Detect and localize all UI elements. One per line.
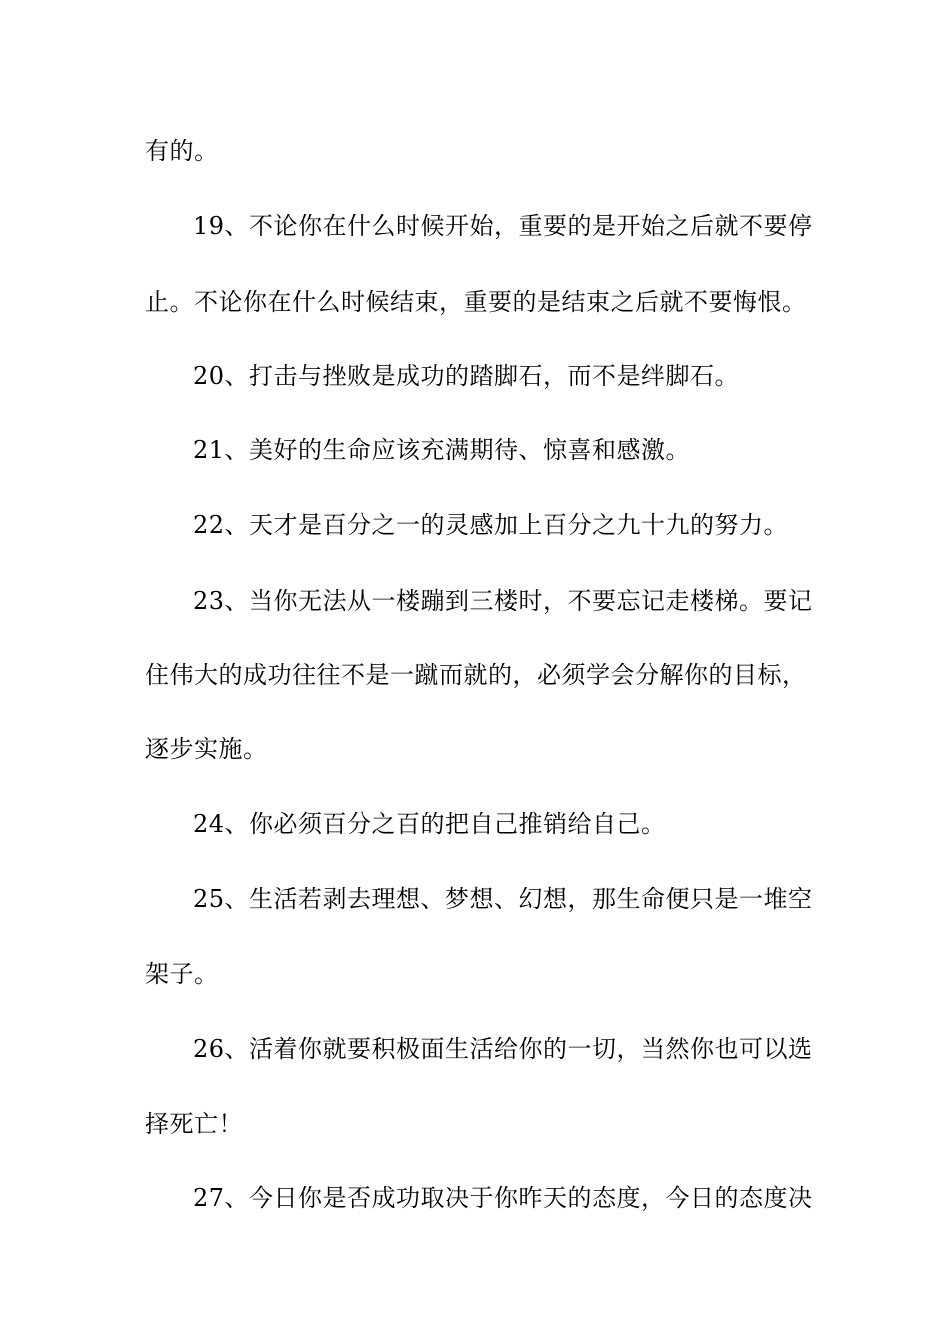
text-line: 住伟大的成功往往不是一蹴而就的，必须学会分解你的目标，: [145, 661, 807, 689]
text-line: 21、美好的生命应该充满期待、惊喜和感激。: [193, 436, 691, 464]
text-line: 有的。: [145, 137, 219, 165]
text-line: 27、今日你是否成功取决于你昨天的态度，今日的态度决: [193, 1184, 813, 1212]
text-line: 23、当你无法从一楼蹦到三楼时，不要忘记走楼梯。要记: [193, 587, 813, 615]
text-line: 24、你必须百分之百的把自己推销给自己。: [193, 810, 666, 838]
text-line: 止。不论你在什么时候结束，重要的是结束之后就不要悔恨。: [145, 288, 807, 316]
text-line: 逐步实施。: [145, 735, 268, 763]
text-line: 20、打击与挫败是成功的踏脚石，而不是绊脚石。: [193, 362, 740, 390]
text-line: 26、活着你就要积极面生活给你的一切，当然你也可以选: [193, 1035, 813, 1063]
text-line: 19、不论你在什么时候开始，重要的是开始之后就不要停: [193, 212, 813, 240]
text-line: 架子。: [145, 960, 219, 988]
text-line: 择死亡！: [145, 1110, 243, 1138]
text-line: 22、天才是百分之一的灵感加上百分之九十九的努力。: [193, 511, 789, 539]
text-line: 25、生活若剥去理想、梦想、幻想，那生命便只是一堆空: [193, 885, 813, 913]
